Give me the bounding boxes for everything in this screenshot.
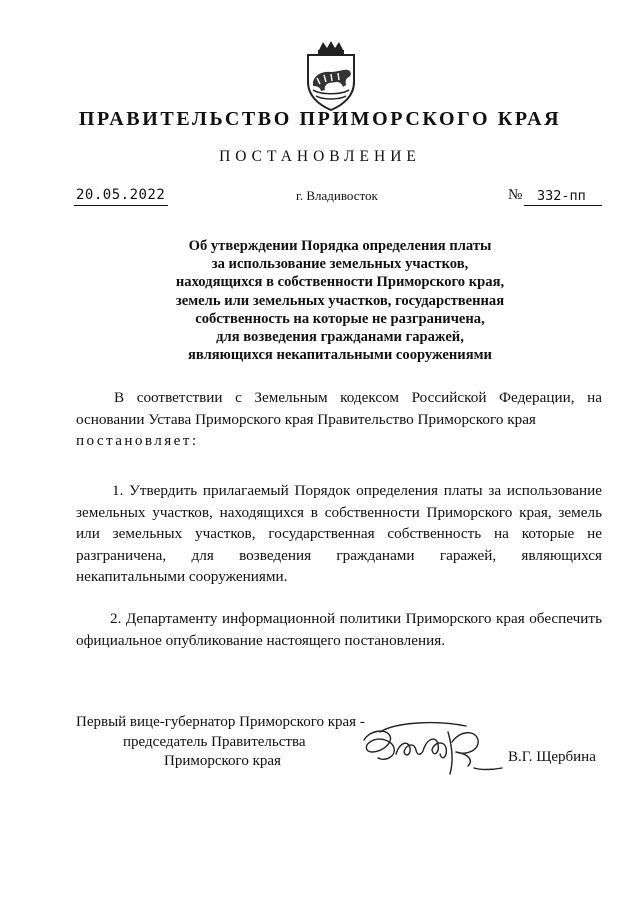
- item-1-paragraph: 1. Утвердить прилагаемый Порядок определения платы за использование земельных участков, находящихся в собственности Приморского края, земель или земельных участков, государственная собственность на которые не разграничена, для возведения гражданами гаражей, являющихся некапитальными сооружениями.: [76, 482, 602, 586]
- coat-of-arms-icon: [299, 40, 363, 112]
- document-subject: [0, 237, 640, 364]
- subject-line: для возведения гражданами гаражей,: [216, 329, 464, 346]
- preamble-paragraph: [76, 387, 602, 452]
- subject-line: являющихся некапитальными сооружениями: [188, 347, 492, 364]
- signatory-name: В.Г. Щербина: [508, 749, 596, 765]
- item-2-paragraph: 2. Департаменту информационной политики Приморского края обеспечить официальное опубликование настоящего постановления.: [76, 610, 602, 649]
- subject-line: земель или земельных участков, государственная: [175, 292, 505, 309]
- position-line: Первый вице-губернатор Приморского края -: [76, 714, 365, 730]
- date-underline: [74, 205, 168, 206]
- position-line: Приморского края: [164, 753, 281, 769]
- number-sign: №: [508, 187, 523, 203]
- decree-word: постановляет:: [76, 432, 199, 450]
- subject-line: Об утверждении Порядка определения платы: [188, 238, 492, 254]
- signatory-position: [76, 713, 365, 772]
- subject-line: находящихся в собственности Приморского края,: [175, 274, 505, 291]
- handwritten-signature-icon: [356, 712, 506, 782]
- position-line: председатель Правительства: [123, 733, 306, 750]
- subject-line: собственность на которые не разграничена,: [195, 310, 485, 327]
- subject-line: за использование земельных участков,: [211, 256, 469, 273]
- document-date: 20.05.2022: [76, 187, 166, 203]
- document-number: 332-пп: [537, 188, 586, 204]
- number-underline: [524, 205, 602, 206]
- preamble-text: В соответствии с Земельным кодексом Российской Федерации, на основании Устава Приморского края Правительство Приморского края: [76, 389, 602, 428]
- document-city: г. Владивосток: [296, 188, 378, 203]
- government-title: ПРАВИТЕЛЬСТВО ПРИМОРСКОГО КРАЯ: [78, 108, 562, 130]
- document-type: ПОСТАНОВЛЕНИЕ: [219, 148, 421, 165]
